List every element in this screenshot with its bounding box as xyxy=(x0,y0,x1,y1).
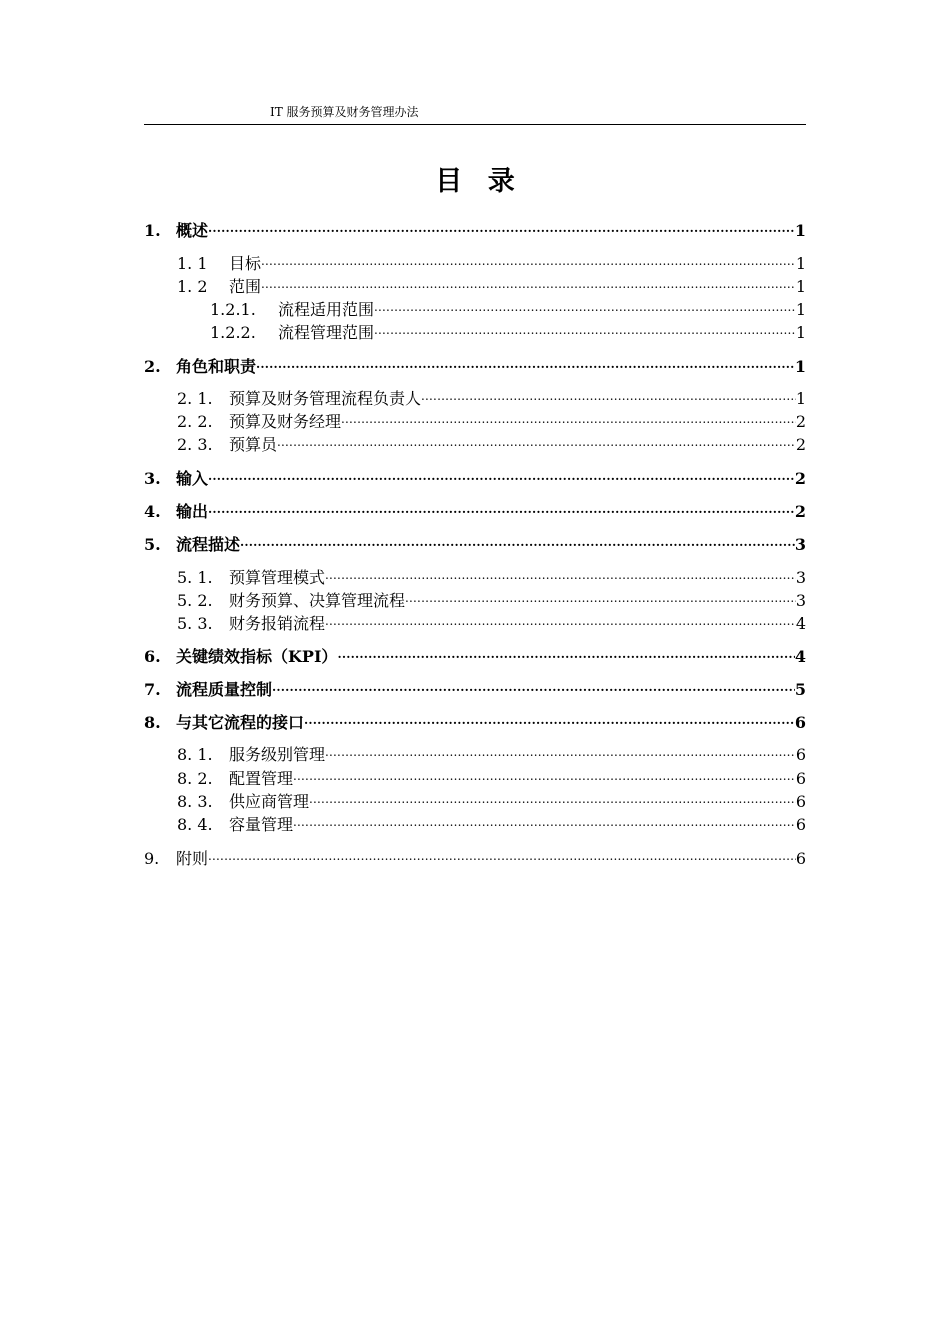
toc-entry[interactable] xyxy=(144,706,806,732)
toc-entry-title: 输入 xyxy=(176,469,209,488)
toc-entry-page: 4 xyxy=(795,614,806,633)
toc-entry-title: 关键绩效指标（KPI） xyxy=(176,647,338,666)
toc-dot-leader xyxy=(304,706,795,728)
toc-entry[interactable] xyxy=(144,738,806,764)
toc-dot-leader xyxy=(277,428,796,450)
toc-entry-number: 6. xyxy=(144,647,161,666)
toc-entry-page: 6 xyxy=(795,769,806,788)
toc-entry[interactable] xyxy=(144,214,806,240)
toc-entry[interactable] xyxy=(144,350,806,376)
toc-entry[interactable] xyxy=(144,842,806,868)
toc-entry[interactable] xyxy=(144,495,806,521)
toc-entry-page: 3 xyxy=(795,568,806,587)
toc-entry-title: 目标 xyxy=(229,254,262,273)
toc-entry-title: 供应商管理 xyxy=(229,792,310,811)
toc-entry-title: 预算管理模式 xyxy=(229,568,326,587)
toc-entry-page: 1 xyxy=(795,323,806,342)
toc-dot-leader xyxy=(208,462,795,484)
toc-dot-leader xyxy=(208,214,795,236)
toc-entry-page: 2 xyxy=(794,469,806,488)
toc-entry-number: 5. xyxy=(144,535,161,554)
toc-dot-leader xyxy=(325,607,796,629)
toc-entry-page: 5 xyxy=(794,680,806,699)
toc-entry-title: 配置管理 xyxy=(229,769,294,788)
toc-entry-title: 容量管理 xyxy=(229,815,294,834)
toc-dot-leader xyxy=(374,316,796,338)
toc-dot-leader xyxy=(240,528,795,550)
running-header-title: IT 服务预算及财务管理办法 xyxy=(270,105,419,119)
toc-entry-number: 5. 1. xyxy=(177,568,213,587)
toc-entry-number: 4. xyxy=(144,502,161,521)
toc-entry-number: 8. xyxy=(144,713,161,732)
toc-dot-leader xyxy=(337,640,794,662)
toc-entry-page: 3 xyxy=(794,535,806,554)
toc-entry-title: 流程适用范围 xyxy=(278,300,375,319)
toc-dot-leader xyxy=(208,842,796,864)
toc-entry-title: 流程管理范围 xyxy=(278,323,375,342)
toc-entry[interactable] xyxy=(144,808,806,834)
toc-entry-number: 8. 1. xyxy=(177,745,213,764)
toc-entry-title: 预算及财务管理流程负责人 xyxy=(229,389,422,408)
toc-list xyxy=(144,0,806,1000)
toc-entry-number: 1. 2 xyxy=(177,277,208,296)
toc-entry-number: 5. 2. xyxy=(177,591,213,610)
toc-title: 目 录 xyxy=(435,166,523,197)
toc-entry[interactable] xyxy=(144,673,806,699)
toc-entry-title: 输出 xyxy=(176,502,209,521)
toc-dot-leader xyxy=(256,350,795,372)
toc-dot-leader xyxy=(293,808,796,830)
toc-entry-number: 1.2.2. xyxy=(210,323,256,342)
toc-entry-number: 1. 1 xyxy=(177,254,208,273)
toc-entry-title: 预算员 xyxy=(229,435,278,454)
toc-entry-number: 8. 3. xyxy=(177,792,213,811)
toc-entry-page: 1 xyxy=(795,389,806,408)
toc-dot-leader xyxy=(208,495,795,517)
toc-entry-page: 6 xyxy=(795,792,806,811)
toc-dot-leader xyxy=(374,293,796,315)
toc-entry[interactable] xyxy=(144,607,806,633)
toc-entry-number: 1. xyxy=(144,221,161,240)
toc-entry-title: 概述 xyxy=(176,221,209,240)
toc-dot-leader xyxy=(293,762,796,784)
toc-entry[interactable] xyxy=(144,561,806,587)
toc-entry-number: 2. 1. xyxy=(177,389,213,408)
toc-dot-leader xyxy=(261,270,796,292)
toc-entry-page: 6 xyxy=(795,849,806,868)
toc-entry-number: 8. 4. xyxy=(177,815,213,834)
toc-entry[interactable] xyxy=(144,584,806,610)
toc-entry[interactable] xyxy=(144,382,806,408)
toc-entry[interactable] xyxy=(144,316,806,342)
toc-entry-number: 7. xyxy=(144,680,161,699)
toc-entry-number: 5. 3. xyxy=(177,614,213,633)
toc-entry[interactable] xyxy=(144,293,806,319)
toc-entry-page: 1 xyxy=(794,221,806,240)
toc-entry-title: 与其它流程的接口 xyxy=(176,713,305,732)
toc-entry[interactable] xyxy=(144,640,806,666)
toc-entry-page: 2 xyxy=(795,412,806,431)
toc-entry-title: 角色和职责 xyxy=(176,357,257,376)
toc-entry[interactable] xyxy=(144,247,806,273)
toc-entry-page: 1 xyxy=(795,254,806,273)
toc-entry-page: 4 xyxy=(794,647,806,666)
toc-entry-number: 2. 2. xyxy=(177,412,213,431)
toc-entry-page: 6 xyxy=(795,745,806,764)
toc-entry[interactable] xyxy=(144,405,806,431)
toc-entry-number: 8. 2. xyxy=(177,769,213,788)
toc-entry-title: 财务预算、决算管理流程 xyxy=(229,591,406,610)
toc-entry-number: 9. xyxy=(144,849,160,868)
toc-entry-title: 服务级别管理 xyxy=(229,745,326,764)
toc-dot-leader xyxy=(405,584,796,606)
toc-entry-page: 6 xyxy=(794,713,806,732)
toc-dot-leader xyxy=(261,247,796,269)
toc-dot-leader xyxy=(421,382,796,404)
toc-dot-leader xyxy=(272,673,795,695)
toc-dot-leader xyxy=(309,785,796,807)
toc-entry-page: 3 xyxy=(795,591,806,610)
toc-entry[interactable] xyxy=(144,785,806,811)
toc-entry[interactable] xyxy=(144,528,806,554)
toc-entry-number: 2. xyxy=(144,357,161,376)
toc-entry-number: 1.2.1. xyxy=(210,300,256,319)
toc-entry-page: 6 xyxy=(795,815,806,834)
toc-entry[interactable] xyxy=(144,762,806,788)
toc-entry-title: 流程描述 xyxy=(176,535,241,554)
toc-entry-page: 1 xyxy=(795,277,806,296)
toc-entry-title: 流程质量控制 xyxy=(176,680,273,699)
toc-entry-number: 3. xyxy=(144,469,161,488)
toc-entry-title: 预算及财务经理 xyxy=(229,412,342,431)
toc-entry-page: 2 xyxy=(794,502,806,521)
toc-dot-leader xyxy=(325,561,796,583)
toc-entry[interactable] xyxy=(144,270,806,296)
toc-entry[interactable] xyxy=(144,428,806,454)
toc-dot-leader xyxy=(325,738,796,760)
toc-entry-title: 附则 xyxy=(176,849,209,868)
toc-entry[interactable] xyxy=(144,462,806,488)
toc-dot-leader xyxy=(341,405,796,427)
toc-entry-page: 1 xyxy=(794,357,806,376)
toc-entry-title: 范围 xyxy=(229,277,262,296)
toc-entry-page: 2 xyxy=(795,435,806,454)
toc-entry-number: 2. 3. xyxy=(177,435,213,454)
toc-entry-title: 财务报销流程 xyxy=(229,614,326,633)
toc-entry-page: 1 xyxy=(795,300,806,319)
